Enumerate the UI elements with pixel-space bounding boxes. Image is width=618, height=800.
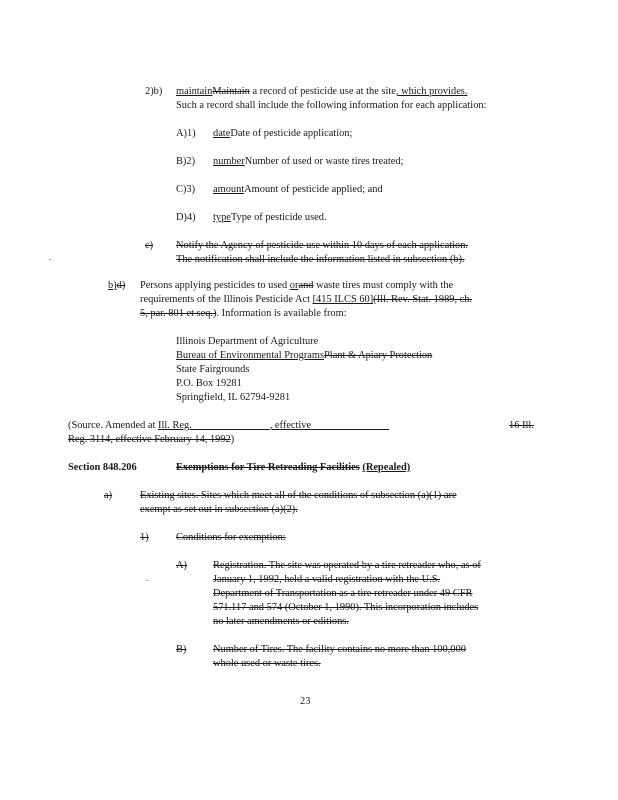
- page-number: 23: [300, 696, 311, 707]
- address-line-1: Illinois Department of Agriculture: [176, 336, 319, 347]
- item-bd-line-1: Persons applying pesticides to used orand waste tires must comply with the: [140, 280, 454, 291]
- address-line-2: Bureau of Environmental ProgramsPlant & Apiary Protection: [176, 350, 433, 361]
- sub-item-b-label: B)2): [176, 156, 196, 167]
- item-bd-line-3: 5, par. 801 et seq.). Information is available from:: [140, 308, 347, 319]
- cond-b-line-1: Number of Tires. The facility contains no more than 100,000: [213, 644, 466, 655]
- item-a-line-1: Existing sites. Sites which meet all of the conditions of subsection (a)(1) are: [140, 490, 457, 501]
- address-line-3: State Fairgrounds: [176, 364, 250, 375]
- source-note-line-1: (Source. Amended at Ill. Reg. , effective: [68, 420, 312, 431]
- section-title: Exemptions for Tire Retreading Facilities (Repealed): [176, 462, 411, 473]
- item-c-label: c): [145, 240, 154, 251]
- address-line-5: Springfield, IL 62794-9281: [176, 392, 291, 403]
- item-2b-line-1: maintainMaintain a record of pesticide use at the site, which provides.: [176, 86, 468, 97]
- address-line-4: P.O. Box 19281: [176, 378, 242, 389]
- source-note-strike-ref: 16 Ill.: [509, 420, 534, 431]
- cond-a-label: A): [176, 560, 187, 571]
- cond-b-label: B): [176, 644, 187, 655]
- item-2b-line-2: Such a record shall include the following information for each application:: [176, 100, 487, 111]
- section-number: Section 848.206: [68, 462, 137, 473]
- sub-item-a-text: dateDate of pesticide application;: [213, 128, 353, 139]
- sub-item-c-label: C)3): [176, 184, 196, 195]
- source-note-line-2: Reg. 3114, effective February 14, 1992): [68, 434, 235, 445]
- item-bd-label: b)d): [108, 280, 126, 291]
- item-c-line-2: The notification shall include the information listed in subsection (b).: [176, 254, 465, 265]
- cond-a-line-1: Registration. The site was operated by a tire retreader who, as of: [213, 560, 481, 571]
- scan-speck: [49, 259, 51, 260]
- item-2b-label: 2)b): [145, 86, 163, 97]
- item-a-label: a): [104, 490, 113, 501]
- item-1-text: Conditions for exemption:: [176, 532, 286, 543]
- cond-a-line-4: 571.117 and 574 (October 1, 1990). This incorporation includes: [213, 602, 479, 613]
- sub-item-d-label: D)4): [176, 212, 196, 223]
- item-1-label: 1): [140, 532, 149, 543]
- sub-item-c-text: amountAmount of pesticide applied; and: [213, 184, 383, 195]
- sub-item-d-text: typeType of pesticide used.: [213, 212, 327, 223]
- cond-b-line-2: whole used or waste tires.: [213, 658, 321, 669]
- item-a-line-2: exempt as set out in subsection (a)(2).: [140, 504, 298, 515]
- sub-item-a-label: A)1): [176, 128, 196, 139]
- sub-item-b-text: numberNumber of used or waste tires treated;: [213, 156, 404, 167]
- item-bd-line-2: requirements of the Illinois Pesticide Act [415 ILCS 60](Ill. Rev. Stat. 1989, ch.: [140, 294, 473, 305]
- item-c-line-1: Notify the Agency of pesticide use within 10 days of each application.: [176, 240, 469, 251]
- cond-a-line-3: Department of Transportation as a tire retreader under 49 CFR: [213, 588, 473, 599]
- scan-speck: [146, 580, 148, 581]
- cond-a-line-2: January 1, 1992, held a valid registration with the U.S.: [213, 574, 441, 585]
- cond-a-line-5: no later amendments or editions.: [213, 616, 349, 627]
